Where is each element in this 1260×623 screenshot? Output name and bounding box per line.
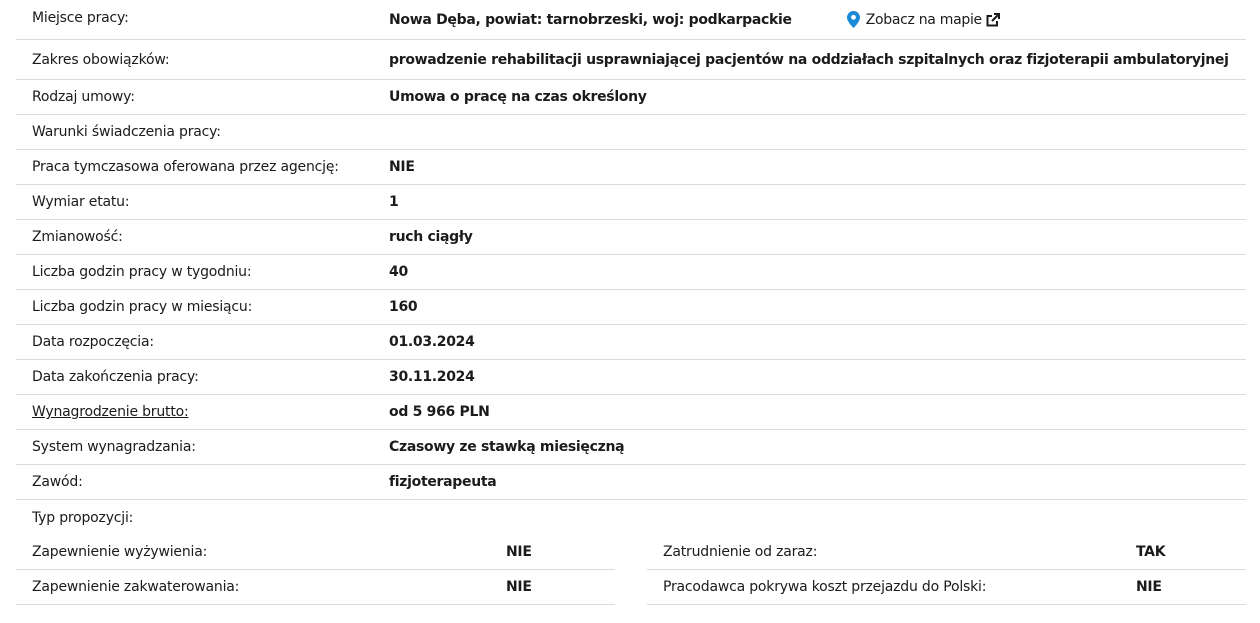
row-value: ruch ciągły	[389, 229, 473, 245]
proposal-row	[16, 535, 615, 570]
row-salary	[16, 395, 1246, 430]
row-label: Zapewnienie zakwaterowania:	[32, 579, 240, 595]
map-pin-icon	[847, 11, 860, 28]
row-label: Wymiar etatu:	[32, 194, 130, 210]
row-start-date	[16, 325, 1246, 360]
row-label: Data zakończenia pracy:	[32, 369, 199, 385]
salary-term[interactable]: Wynagrodzenie brutto:	[32, 404, 189, 420]
row-occupation	[16, 465, 1246, 500]
row-value: NIE	[506, 544, 532, 560]
row-label: Zakres obowiązków:	[32, 51, 170, 68]
row-value: 30.11.2024	[389, 369, 475, 385]
location-label: Miejsce pracy:	[32, 10, 129, 26]
row-value: TAK	[1136, 544, 1166, 560]
row-label: Pracodawca pokrywa koszt przejazdu do Polski:	[663, 579, 987, 595]
map-link[interactable]	[847, 11, 1000, 28]
row-label: Liczba godzin pracy w tygodniu:	[32, 264, 252, 280]
row-label: Zawód:	[32, 474, 83, 490]
row-label: Zatrudnienie od zaraz:	[663, 544, 818, 560]
row-location	[16, 0, 1246, 40]
location-value: Nowa Dęba, powiat: tarnobrzeski, woj: podkarpackie	[389, 11, 792, 28]
row-working-time	[16, 185, 1246, 220]
map-link-label: Zobacz na mapie	[865, 11, 982, 28]
row-duties	[16, 40, 1246, 80]
row-weekly-hours	[16, 255, 1246, 290]
proposal-right-column	[647, 535, 1246, 605]
row-value: NIE	[1136, 579, 1162, 595]
location-value-cell	[389, 11, 1246, 28]
row-value: fizjoterapeuta	[389, 474, 497, 490]
row-value: 40	[389, 264, 408, 280]
row-value: NIE	[389, 159, 415, 175]
row-label: System wynagradzania:	[32, 439, 196, 455]
row-value: 160	[389, 299, 418, 315]
row-label-cell	[16, 404, 389, 420]
proposal-grid	[16, 535, 1246, 605]
row-temp-agency	[16, 150, 1246, 185]
row-work-conditions	[16, 115, 1246, 150]
job-details-table	[16, 0, 1246, 605]
row-label: Praca tymczasowa oferowana przez agencję:	[32, 159, 339, 175]
external-link-icon	[986, 13, 1000, 27]
row-label: Zmianowość:	[32, 229, 123, 245]
row-value: od 5 966 PLN	[389, 404, 490, 420]
row-value: Czasowy ze stawką miesięczną	[389, 439, 625, 455]
row-value: prowadzenie rehabilitacji usprawniającej pacjentów na oddziałach szpitalnych oraz fizjoterapii ambulatoryjnej	[389, 51, 1229, 68]
row-value: 1	[389, 194, 399, 210]
proposal-left-column	[16, 535, 615, 605]
row-value: NIE	[506, 579, 532, 595]
row-label: Typ propozycji:	[32, 509, 134, 526]
row-label: Warunki świadczenia pracy:	[32, 124, 221, 140]
row-value: Umowa o pracę na czas określony	[389, 89, 647, 105]
row-contract-type	[16, 80, 1246, 115]
row-pay-system	[16, 430, 1246, 465]
row-monthly-hours	[16, 290, 1246, 325]
row-label: Data rozpoczęcia:	[32, 334, 154, 350]
row-label: Rodzaj umowy:	[32, 89, 135, 105]
proposal-row	[16, 570, 615, 605]
row-label: Liczba godzin pracy w miesiącu:	[32, 299, 253, 315]
row-label: Zapewnienie wyżywienia:	[32, 544, 208, 560]
row-value: 01.03.2024	[389, 334, 475, 350]
row-proposal-type	[16, 500, 1246, 535]
row-end-date	[16, 360, 1246, 395]
proposal-row	[647, 570, 1246, 605]
proposal-row	[647, 535, 1246, 570]
row-shifts	[16, 220, 1246, 255]
